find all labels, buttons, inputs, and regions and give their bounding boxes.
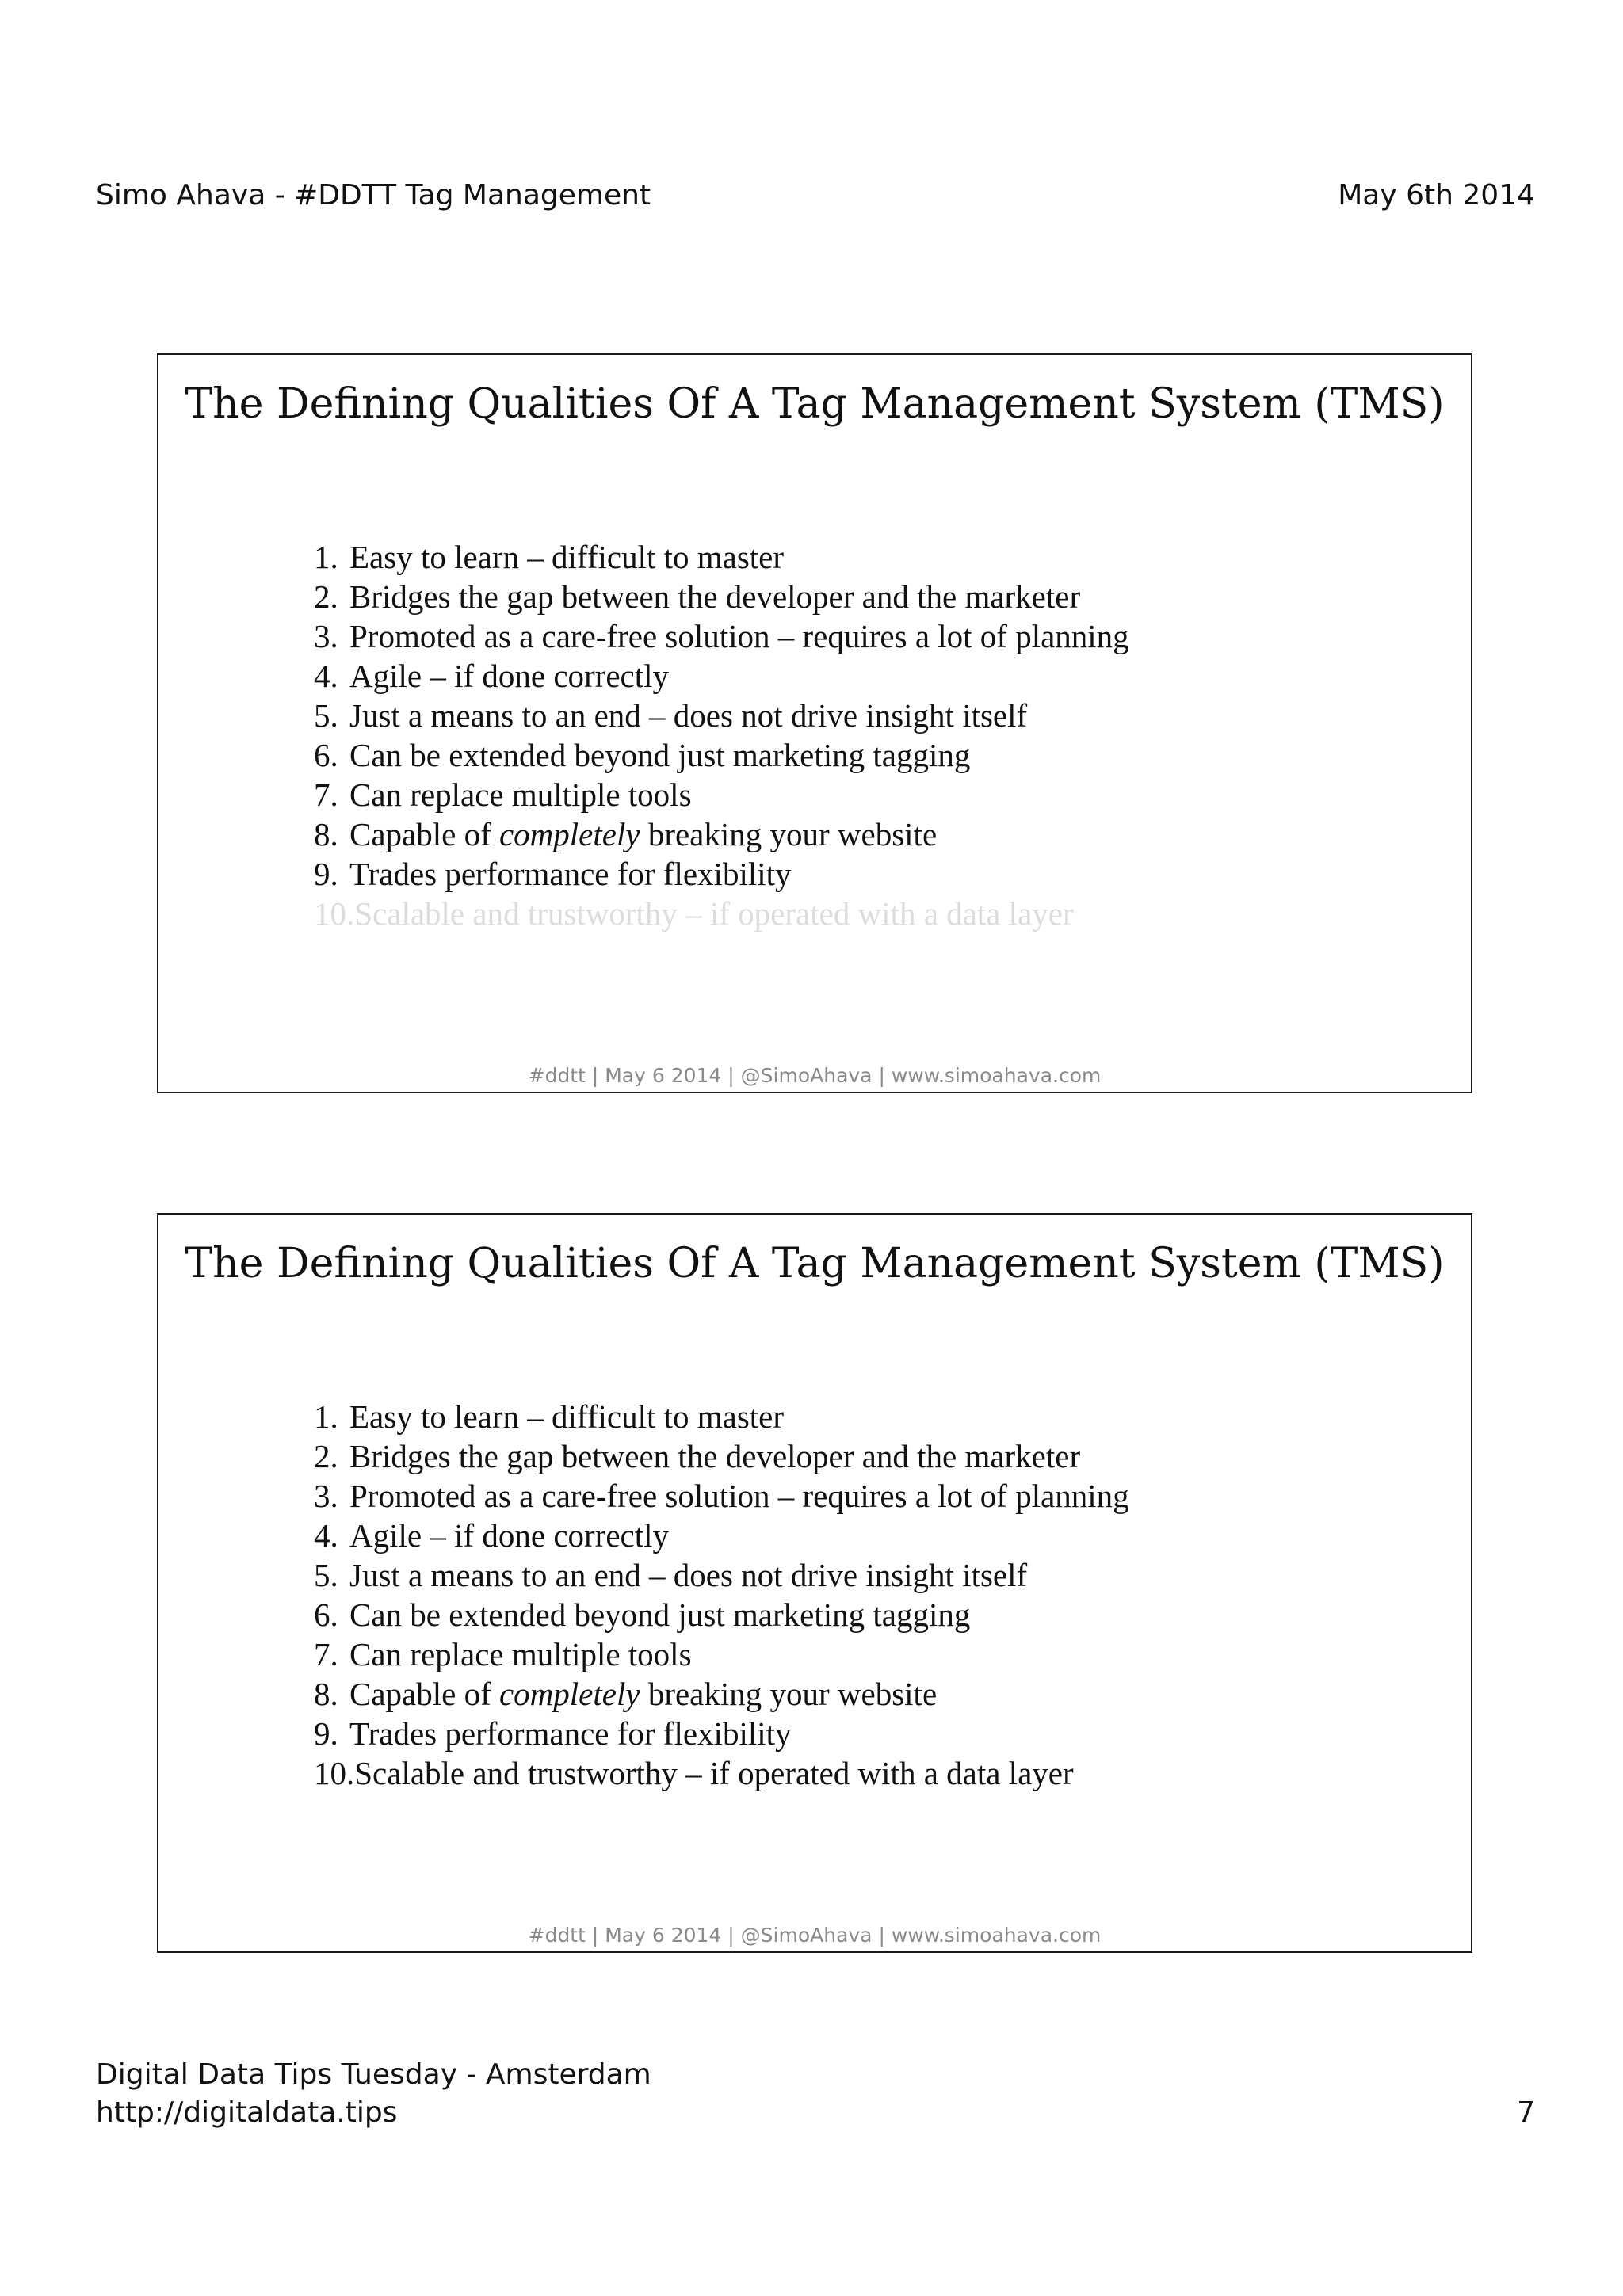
- item-text: Bridges the gap between the developer and the marketer: [349, 578, 1081, 615]
- item-number: 1.: [314, 1398, 338, 1435]
- item-text: Bridges the gap between the developer and the marketer: [349, 1438, 1081, 1474]
- item-number: 6.: [314, 1596, 338, 1633]
- list-item: [314, 854, 1129, 894]
- item-text: Just a means to an end – does not drive insight itself: [349, 697, 1028, 734]
- item-text: Can replace multiple tools: [349, 1636, 692, 1672]
- list-item: [314, 537, 1129, 577]
- list-item: [314, 656, 1129, 696]
- page-header-date: May 6th 2014: [1338, 179, 1535, 212]
- slide-title: The Defining Qualities Of A Tag Management System (TMS): [185, 1240, 1445, 1287]
- item-text: Can be extended beyond just marketing tagging: [349, 737, 971, 773]
- item-text: Promoted as a care-free solution – requires a lot of planning: [349, 618, 1129, 654]
- list-item: [314, 735, 1129, 775]
- list-item: [314, 1714, 1129, 1753]
- list-item: [314, 1476, 1129, 1516]
- item-number: 6.: [314, 737, 338, 773]
- slide-thumbnail: [157, 353, 1472, 1093]
- item-text: Agile – if done correctly: [349, 1517, 670, 1554]
- page-footer-url: http://digitaldata.tips: [96, 2096, 398, 2129]
- page-footer-event: Digital Data Tips Tuesday - Amsterdam: [96, 2058, 651, 2091]
- list-item: [314, 696, 1129, 735]
- slide-title: The Defining Qualities Of A Tag Management System (TMS): [185, 380, 1445, 428]
- list-item: [314, 1753, 1129, 1793]
- item-text: Scalable and trustworthy – if operated with a data layer: [354, 895, 1074, 932]
- item-text: Can be extended beyond just marketing tagging: [349, 1596, 971, 1633]
- item-text: Easy to learn – difficult to master: [349, 1398, 785, 1435]
- page-header-title: Simo Ahava - #DDTT Tag Management: [96, 179, 651, 212]
- list-item: [314, 616, 1129, 656]
- item-text: Agile – if done correctly: [349, 658, 670, 694]
- item-text: Just a means to an end – does not drive insight itself: [349, 1557, 1028, 1593]
- item-text: Can replace multiple tools: [349, 776, 692, 813]
- item-number: 10.: [314, 895, 355, 932]
- item-text: breaking your website: [640, 1676, 938, 1712]
- item-emphasis: completely: [498, 816, 640, 852]
- list-item: [314, 775, 1129, 814]
- item-number: 2.: [314, 578, 338, 615]
- item-text: Easy to learn – difficult to master: [349, 539, 785, 575]
- item-text: Promoted as a care-free solution – requires a lot of planning: [349, 1478, 1129, 1514]
- list-item: [314, 1516, 1129, 1555]
- item-number: 8.: [314, 1676, 338, 1712]
- item-number: 7.: [314, 1636, 338, 1672]
- list-item: [314, 1436, 1129, 1476]
- list-item: [314, 1634, 1129, 1674]
- item-emphasis: completely: [498, 1676, 640, 1712]
- slide-footer: #ddtt | May 6 2014 | @SimoAhava | www.simoahava.com: [528, 1924, 1102, 1947]
- list-item: [314, 1595, 1129, 1634]
- list-item: [314, 1555, 1129, 1595]
- item-number: 5.: [314, 697, 338, 734]
- item-text: Scalable and trustworthy – if operated with a data layer: [354, 1755, 1074, 1791]
- slide-thumbnail: [157, 1213, 1472, 1953]
- item-number: 3.: [314, 618, 338, 654]
- item-number: 1.: [314, 539, 338, 575]
- item-number: 3.: [314, 1478, 338, 1514]
- list-item: [314, 1674, 1129, 1714]
- slide-footer: #ddtt | May 6 2014 | @SimoAhava | www.simoahava.com: [528, 1064, 1102, 1087]
- item-text: Capable of: [349, 1676, 499, 1712]
- qualities-list: [314, 537, 1129, 933]
- item-number: 2.: [314, 1438, 338, 1474]
- page-number: 7: [1517, 2096, 1535, 2129]
- item-number: 9.: [314, 856, 338, 892]
- item-number: 9.: [314, 1715, 338, 1752]
- list-item: [314, 577, 1129, 616]
- item-text: Trades performance for flexibility: [349, 1715, 792, 1752]
- list-item: [314, 814, 1129, 854]
- item-number: 5.: [314, 1557, 338, 1593]
- item-number: 10.: [314, 1755, 355, 1791]
- list-item: [314, 894, 1129, 933]
- item-number: 8.: [314, 816, 338, 852]
- item-number: 4.: [314, 658, 338, 694]
- qualities-list: [314, 1397, 1129, 1793]
- item-number: 4.: [314, 1517, 338, 1554]
- list-item: [314, 1397, 1129, 1436]
- item-number: 7.: [314, 776, 338, 813]
- item-text: Capable of: [349, 816, 499, 852]
- item-text: breaking your website: [640, 816, 938, 852]
- item-text: Trades performance for flexibility: [349, 856, 792, 892]
